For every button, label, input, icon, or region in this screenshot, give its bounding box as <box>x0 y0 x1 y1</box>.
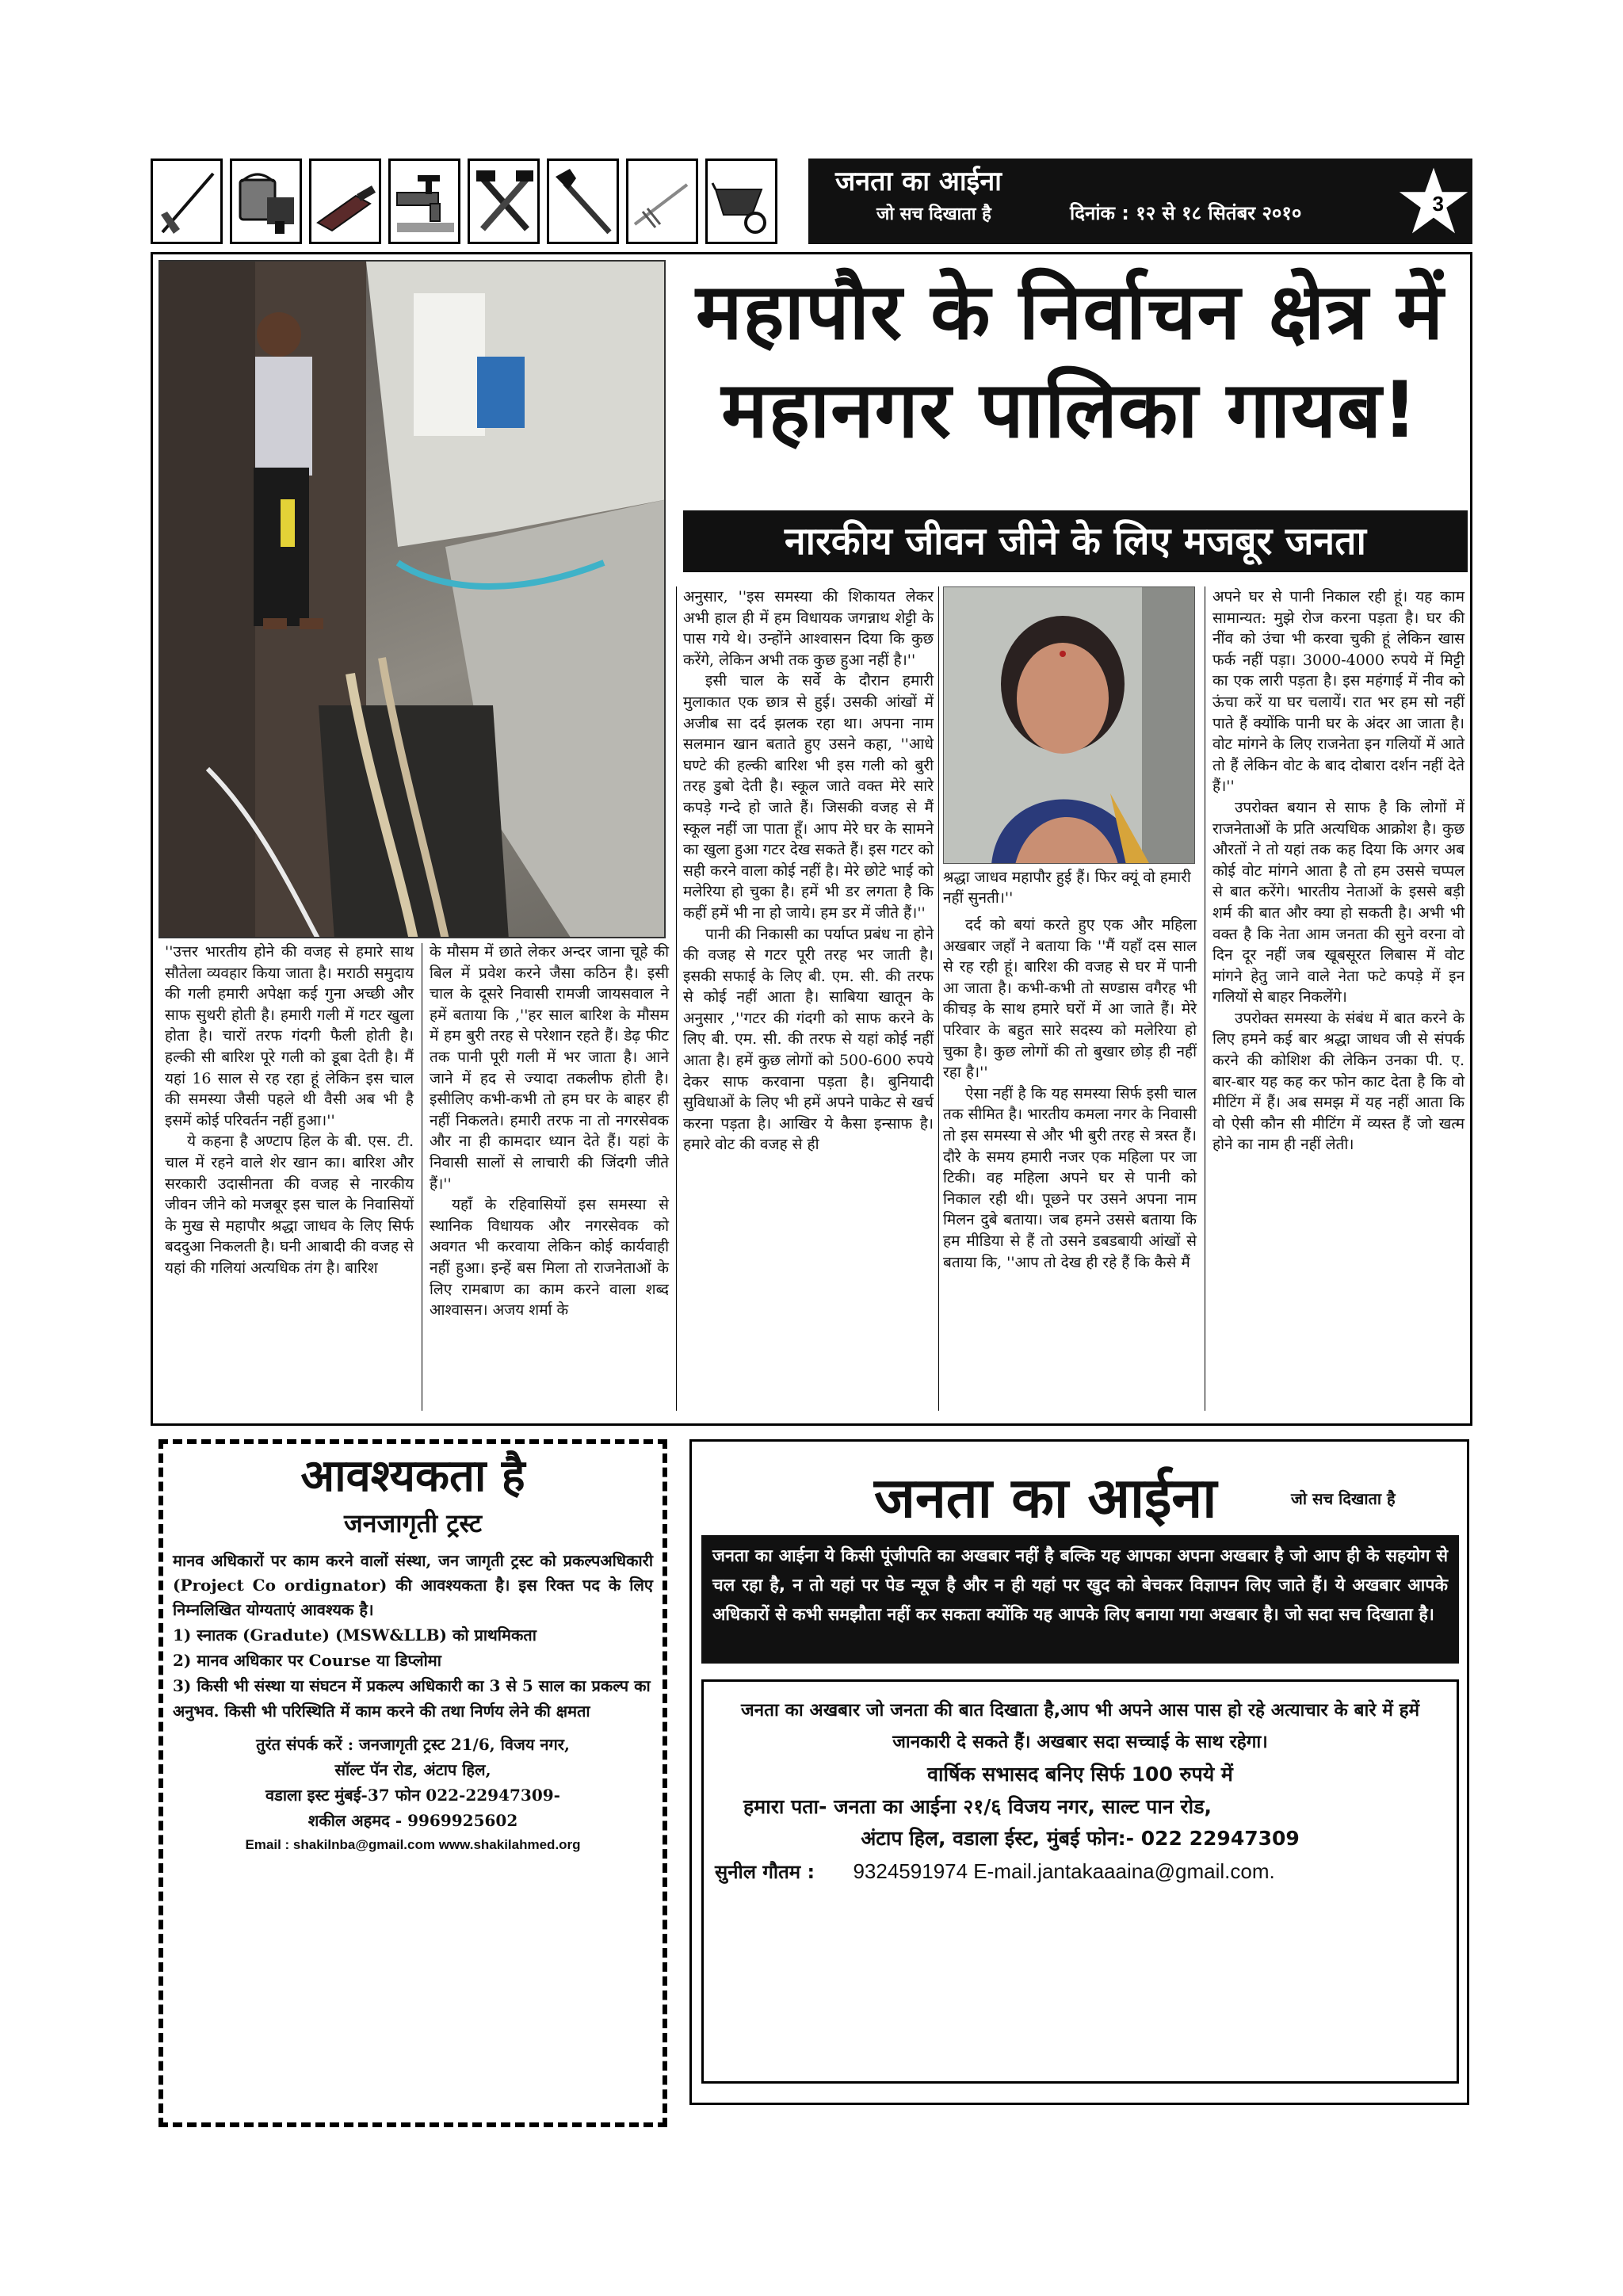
ad-email-line: Email : shakilnba@gmail.com www.shakilahmed.org <box>245 1837 581 1852</box>
promo-title: जनता का आईना <box>874 1465 1217 1530</box>
issue-date: दिनांक : १२ से १८ सितंबर २०१० <box>1070 202 1302 224</box>
ad-requirement: 1) स्नातक (Gradute) (MSW&LLB) को प्राथमिकता <box>173 1626 537 1645</box>
column-paragraph: के मौसम में छाते लेकर अन्दर जाना चूहे की बिल में प्रवेश करने जैसा कठिन है। इसी चाल के दूसरे निवासी रामजी जायसवाल ने हमें बताया कि ,''हर साल बारिश के मौसम में हम बुरी तरह से परेशान रहते हैं। डेढ़ फीट तक पानी पूरी गली में भर जाता है। आने जाने में हद से ज्यादा तकलीफ होती है। इसीलिए कभी-कभी तो हम घर के बाहर ही नहीं निकलते। हमारी तरफ ना तो नगरसेवक और ना ही कामदार ध्यान देते हैं। यहां के निवासी सालों से लाचारी की जिंदगी जीते हैं।'' <box>430 943 669 1193</box>
promo-contact-info: 9324591974 E-mail.jantakaaaina@gmail.com. <box>853 1859 1275 1883</box>
trowel-icon <box>309 159 381 244</box>
masthead-title: जनता का आईना <box>835 166 1002 197</box>
ad-contact-line: सॉल्ट पॅन रोड, अंटाप हिल, <box>334 1760 491 1779</box>
article-column-2 <box>430 942 669 1321</box>
frame-rule-top <box>151 252 1472 254</box>
headline-line-2: महानगर पालिका गायब! <box>721 365 1419 456</box>
masthead-tagline: जो सच दिखाता है <box>876 204 991 224</box>
promo-membership: वार्षिक सभासद बनिए सिर्फ 100 रुपये में <box>927 1763 1233 1786</box>
header-strip <box>151 159 1472 244</box>
article-column-3 <box>683 586 934 1156</box>
ad-title: आवश्यकता है <box>300 1450 525 1502</box>
promo-contact <box>715 1855 1445 1889</box>
column-paragraph: उपरोक्त समस्या के संबंध में बात करने के लिए हमने कई बार श्रद्धा जाधव जी से संपर्क करने की कोशिश की लेकिन उनका पी. ए. बार-बार यह कह कर फोन काट देता है कि वो मीटिंग में हैं। अब समझ में यह नहीं आता कि वो ऐसी कौन सी मीटिंग में व्यस्त हैं जो खत्म होने का नाम ही नहीं लेती। <box>1212 1009 1465 1154</box>
promo-invite: जनता का अखबार जो जनता की बात दिखाता है,आप भी अपने आस पास हो रहे अत्याचार के बारे में हमें जानकारी दे सकते हैं। अखबार सदा सच्चाई के साथ रहेगा। <box>740 1700 1420 1752</box>
article-column-1 <box>165 942 414 1279</box>
frame-rule-left <box>151 252 153 1425</box>
ad-requirement: 2) मानव अधिकार पर Course या डिप्लोमा <box>173 1651 441 1670</box>
water-tap-icon <box>388 159 460 244</box>
rake-icon <box>626 159 698 244</box>
column-paragraph: पानी की निकासी का पर्याप्त प्रबंध ना होने की वजह से गटर पूरी तरह भर जाती है। इसकी सफाई के लिए बी. एम. सी. की तरफ से कोई नहीं आता है। साबिया खातून के अनुसार ,''गटर की गंदगी को साफ करने के लिए बी. एम. सी. की तरफ से यहां कोई नहीं आता है। हमें कुछ लोगों को 500-600 रुपये देकर साफ करवाना पड़ता है। बुनियादी सुविधाओं के लिए भी हमें अपने पाकेट से खर्च करना पड़ता है। आखिर ये कैसा इन्साफ है। हमारे वोट की वजह से ही <box>683 925 934 1154</box>
article-column-4 <box>943 915 1197 1273</box>
headline-line-1: महापौर के निर्वाचन क्षेत्र में <box>695 267 1445 357</box>
newspaper-promo-ad <box>689 1439 1469 2105</box>
column-paragraph: उपरोक्त बयान से साफ है कि लोगों में राजनेताओं के प्रति अत्यधिक आक्रोश है। कुछ औरतों ने तो यहां तक कह दिया कि अगर अब कोई वोट मांगने आता है तो हम उससे चप्पल से बात करेंगे। भारतीय नेताओं के इससे बड़ी शर्म की बात और क्या हो सकती है। अभी भी वक्त है कि नेता आम जनता की सुने वरना वो दिन दूर नहीं जब खूबसूरत लिबास में वोट मांगने हेतु जाने वाले नेता फटे कपड़े में इन गलियों से बाहर निकलेंगे। <box>1212 798 1465 1007</box>
photo-caption: श्रद्धा जाधव महापौर हुई हैं। फिर क्यूं वो हमारी नहीं सुनती।'' <box>943 869 1191 907</box>
crossed-tools-icon <box>468 159 540 244</box>
masthead <box>808 159 1472 244</box>
ad-organization: जनजागृती ट्रस्ट <box>344 1508 482 1538</box>
ad-contact-line: वडाला इस्ट मुंबई-37 फोन 022-22947309- <box>265 1786 560 1805</box>
newspaper-page <box>151 159 1472 2156</box>
alley-gutter-photo <box>158 260 666 938</box>
promo-subscription-box <box>701 1679 1459 2084</box>
column-rule <box>676 586 677 1411</box>
column-paragraph: यहाँ के रहिवासियों इस समस्या से स्थानिक विधायक और नगरसेवक को अवगत भी करवाया लेकिन कोई कार्यवाही नहीं हुआ। इन्हें बस मिला तो राजनेताओं के लिए रामबाण का काम करने वाला शब्द आश्वासन। अजय शर्मा के <box>430 1196 669 1320</box>
subheadline: नारकीय जीवन जीने के लिए मजबूर जनता <box>683 510 1468 572</box>
promo-contact-name: सुनील गौतम : <box>715 1861 815 1883</box>
column-paragraph: ''उत्तर भारतीय होने की वजह से हमारे साथ सौतेला व्यवहार किया जाता है। मराठी समुदाय की गली हमारी अपेक्षा कई गुना अच्छी और साफ सुथरी होती है। हमारी गली में गटर खुला होता है। चारों तरफ गंदगी फैली होती है। हल्की सी बारिश पूरे गली को डूबा देती है। मैं यहां 16 साल से रह रहा हूं लेकिन इस चाल की समस्या जैसी पहले थी वैसी अब भी है इसमें कोई परिवर्तन नहीं हुआ।'' <box>165 943 414 1129</box>
promo-statement: जनता का आईना ये किसी पूंजीपति का अखबार नहीं है बल्कि यह आपका अपना अखबार है जो आप ही के सहयोग से चल रहा है, न तो यहां पर पेड न्यूज है और न ही यहां पर खुद को बेचकर विज्ञापन लिए जाते हैं। ये अखबार आपके अधिकारों से कभी समझौता नहीं कर सकता क्योंकि यह आपके लिए बनाया गया अखबार है। जो सदा सच दिखाता है। <box>701 1535 1459 1664</box>
ad-contact-line: शकील अहमद - 9969925602 <box>307 1811 518 1830</box>
hoe-icon <box>151 159 223 244</box>
promo-address-1: हमारा पता- जनता का आईना २१/६ विजय नगर, साल्ट पान रोड, <box>743 1795 1212 1818</box>
promo-tagline: जो सच दिखाता है <box>1291 1489 1396 1508</box>
frame-rule-right <box>1470 252 1472 1425</box>
column-paragraph: ऐसा नहीं है कि यह समस्या सिर्फ इसी चाल तक सीमित है। भारतीय कमला नगर के निवासी तो इस समस्या से और भी बुरी तरह से त्रस्त हैं। दौरे के समय हमारी नजर एक महिला पर जा टिकी। वह महिला अपने घर से पानी को निकाल रही थी। पूछने पर उसने अपना नाम मिलन दुबे बताया। जब हमने उससे बताया कि हम मीडिया से हैं तो उसने डबडबायी आंखों से बताया कि, ''आप तो देख ही रहे हैं कि कैसे मैं <box>943 1084 1197 1271</box>
wheelbarrow-icon <box>705 159 777 244</box>
ad-requirement: 3) किसी भी संस्था या संघटन में प्रकल्प अधिकारी का 3 से 5 साल का प्रकल्प का अनुभव. किसी भी परिस्थिति में काम करने की तथा निर्णय लेने की क्षमता <box>173 1676 651 1721</box>
promo-address-2: अंटाप हिल, वडाला ईस्ट, मुंबई फोन:- 022 22947309 <box>861 1827 1300 1850</box>
column-paragraph: इसी चाल के सर्वे के दौरान हमारी मुलाकात एक छात्र से हुई। उसकी आंखों में अजीब सा दर्द झलक रहा था। अपना नाम सलमान खान बताते हुए उसने कहा, ''आधे घण्टे की हल्की बारिश भी इस गली को बुरी तरह डुबो देती है। स्कूल जाते वक्त मेरे सारे कपड़े गन्दे हो जाते हैं। जिसकी वजह से मैं स्कूल नहीं जा पाता हूँ। आप मेरे घर के सामने का खुला हुआ गटर देख सकते हैं। इस गटर को सही करने वाला कोई नहीं है। मेरे छोटे भाई को मलेरिया हो चुका है। हमें भी डर लगता है कि कहीं हमें भी ना हो जाये। हम डर में जीते हैं।'' <box>683 672 934 922</box>
page-number: 3 <box>1432 192 1444 216</box>
column-rule <box>938 586 939 1411</box>
column-paragraph: ये कहना है अण्टाप हिल के बी. एस. टी. चाल में रहने वाले शेर खान का। बारिश और सरकारी उदासीनता की वजह से नारकीय जीवन जीने को मजबूर इस चाल के निवासियों के मुख से महापौर श्रद्धा जाधव के लिए सिर्फ बददुआ निकलती है। घनी आबादी की वजह से यहां की गलियां अत्यधिक तंग है। बारिश <box>165 1133 414 1277</box>
article-column-5 <box>1212 586 1465 1156</box>
headline <box>674 263 1466 460</box>
ad-contact <box>173 1732 653 1833</box>
ad-contact-line: तुरंत संपर्क करें : जनजागृती ट्रस्ट 21/6, विजय नगर, <box>256 1735 570 1754</box>
frame-rule-bottom <box>151 1423 1472 1426</box>
mayor-portrait-photo <box>943 586 1195 864</box>
wrench-icon <box>547 159 619 244</box>
paint-bucket-icon <box>230 159 302 244</box>
column-paragraph: दर्द को बयां करते हुए एक और महिला अखबार जहाँ ने बताया कि ''मैं यहाँ दस साल से रह रही हूं। बारिश की वजह से घर में पानी आ जाता है। कभी-कभी तो सण्डास वगैरह भी कीचड़ के साथ हमारे घरों में आ जाते हैं। मेरे परिवार के बहुत सारे सदस्य को मलेरिया हो चुका है। कुछ लोगों की तो बुखार छोड़ ही नहीं रहा है।'' <box>943 916 1197 1082</box>
column-paragraph: अपने घर से पानी निकाल रही हूं। यह काम सामान्यत: मुझे रोज करना पड़ता है। घर की नींव को उंचा भी करवा चुकी हूं लेकिन खास फर्क नहीं पड़ा। 3000-4000 रुपये में मिट्टी का एक लारी पड़ता है। इस महंगाई में नीव को ऊंचा करें या घर चलायें। रात भर हम सो नहीं पाते हैं क्योंकि पानी घर के अंदर आ जाता है। वोट मांगने के लिए राजनेता इन गलियों में आते तो हैं लेकिन वोट के बाद दोबारा दर्शन नहीं देते हैं।'' <box>1212 588 1465 796</box>
ad-body: मानव अधिकारों पर काम करने वालों संस्था, जन जागृती ट्रस्ट को प्रकल्पअधिकारी (Project Co ordignator) की आवश्यकता है। इस रिक्त पद के लिए निम्नलिखित योग्यताएं आवश्यक है। <box>173 1551 653 1619</box>
column-paragraph: अनुसार, ''इस समस्या की शिकायत लेकर अभी हाल ही में हम विधायक जगन्नाथ शेट्टी के पास गये थे। उन्होंने आश्वासन दिया कि कुछ करेंगे, लेकिन अभी तक कुछ हुआ नहीं है।'' <box>683 588 934 669</box>
job-vacancy-ad <box>158 1439 667 2127</box>
